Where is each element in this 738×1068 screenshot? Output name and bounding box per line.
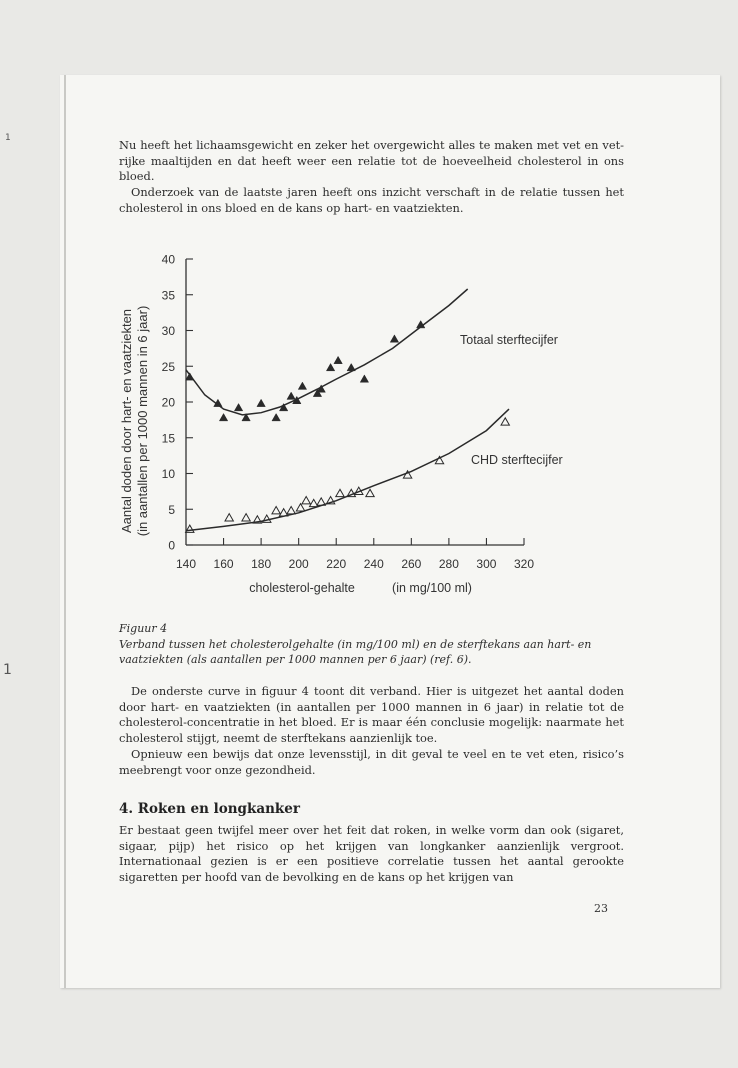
data-point-total — [347, 363, 355, 370]
data-point-total — [234, 404, 242, 411]
margin-mark-bottom: 1 — [3, 662, 12, 678]
x-tick-label: 260 — [401, 557, 422, 571]
y-tick-label: 25 — [161, 359, 175, 374]
data-point-total — [334, 356, 342, 363]
legend-chd: CHD sterftecijfer — [471, 453, 563, 467]
x-axis-label: cholesterol-gehalte — [249, 581, 355, 595]
data-point-chd — [242, 514, 250, 521]
data-point-total — [186, 373, 194, 380]
x-tick-label: 200 — [288, 557, 309, 571]
body-text — [119, 684, 624, 778]
data-point-chd — [501, 418, 509, 425]
figure-label: Figuur 4 — [119, 622, 168, 635]
data-point-chd — [272, 506, 280, 513]
page-number: 23 — [594, 902, 608, 915]
section-paragraph: Er bestaat geen twijfel meer over het feit dat roken, in welke vorm dan ook (sigaret, sigaar, pijp) het risico op het krijgen van longkanker aanzienlijk vergroot. Internationaal gezien is er een positieve correlatie tussen het aantal gerookte sigaretten per hoofd van de bevolking en de kans op het krijgen van — [119, 823, 624, 885]
y-tick-label: 20 — [161, 395, 175, 410]
data-point-total — [287, 392, 295, 399]
x-tick-label: 220 — [326, 557, 347, 571]
figure-caption — [119, 621, 624, 668]
y-tick-label: 5 — [168, 502, 175, 517]
chart-ticks — [162, 253, 535, 572]
x-tick-label: 300 — [476, 557, 497, 571]
data-point-total — [272, 414, 280, 421]
intro-paragraph-2: Onderzoek van de laatste jaren heeft ons inzicht verschaft in de relatie tussen het cholesterol in ons bloed en de kans op hart- en vaatziekten. — [119, 185, 624, 215]
figure-caption-text: Verband tussen het cholesterolgehalte (in mg/100 ml) en de sterftekans aan hart- en vaatziekten (als aantallen per 1000 mannen per 6 jaar) (ref. 6). — [119, 637, 592, 666]
intro-paragraph-1: Nu heeft het lichaamsgewicht en zeker het overgewicht alles te maken met vet en vet-rijke maaltijden en dat heeft weer een relatie tot de hoeveelheid cholesterol in ons bloed. — [119, 138, 624, 184]
y-tick-label: 10 — [161, 467, 175, 481]
y-tick-label: 30 — [161, 324, 175, 338]
data-point-chd — [302, 496, 310, 503]
data-point-total — [219, 414, 227, 421]
trend-line-chd — [186, 409, 509, 531]
data-point-total — [298, 382, 306, 389]
data-point-chd — [287, 506, 295, 513]
data-point-chd — [225, 514, 233, 521]
section-heading: 4. Roken en longkanker — [119, 801, 300, 817]
body-paragraph-1: De onderste curve in figuur 4 toont dit verband. Hier is uitgezet het aantal doden door hart- en vaatziekten (in aantallen per 1000 mannen in 6 jaar) in relatie tot de cholesterol-concentratie in het bloed. Er is maar één conclusie mogelijk: naarmate het cholesterol stijgt, neemt de sterftekans aanzienlijk toe. — [119, 684, 624, 746]
x-tick-label: 240 — [363, 557, 384, 571]
x-tick-label: 180 — [251, 557, 272, 571]
x-tick-label: 320 — [513, 557, 535, 571]
x-tick-label: 160 — [213, 557, 234, 571]
legend-total: Totaal sterftecijfer — [460, 333, 558, 347]
data-point-total — [360, 375, 368, 382]
trend-line-total — [186, 289, 468, 415]
margin-mark-top: 1 — [5, 133, 11, 143]
data-point-chd — [366, 489, 374, 496]
y-axis-label-line1: Aantal doden door hart- en vaatziekten — [119, 308, 134, 534]
y-tick-label: 40 — [161, 252, 175, 267]
body-paragraph-2: Opnieuw een bewijs dat onze levensstijl, in dit geval te veel en te vet eten, risico’s meebrengt voor onze gezondheid. — [119, 746, 624, 777]
chart-axes — [186, 259, 524, 545]
data-point-total — [257, 399, 265, 406]
y-tick-label: 0 — [168, 538, 175, 553]
data-point-total — [326, 363, 334, 370]
x-tick-label: 280 — [438, 557, 459, 571]
section-text — [119, 823, 624, 886]
y-tick-label: 35 — [161, 288, 175, 303]
chart-series — [186, 289, 510, 532]
x-axis-unit: (in mg/100 ml) — [392, 581, 472, 595]
x-tick-label: 140 — [175, 557, 197, 571]
data-point-chd — [296, 504, 304, 511]
data-point-chd — [336, 489, 344, 496]
y-axis-label-line2: (in aantallen per 1000 mannen in 6 jaar) — [135, 305, 150, 537]
data-point-total — [390, 335, 398, 342]
y-tick-label: 15 — [161, 431, 175, 446]
